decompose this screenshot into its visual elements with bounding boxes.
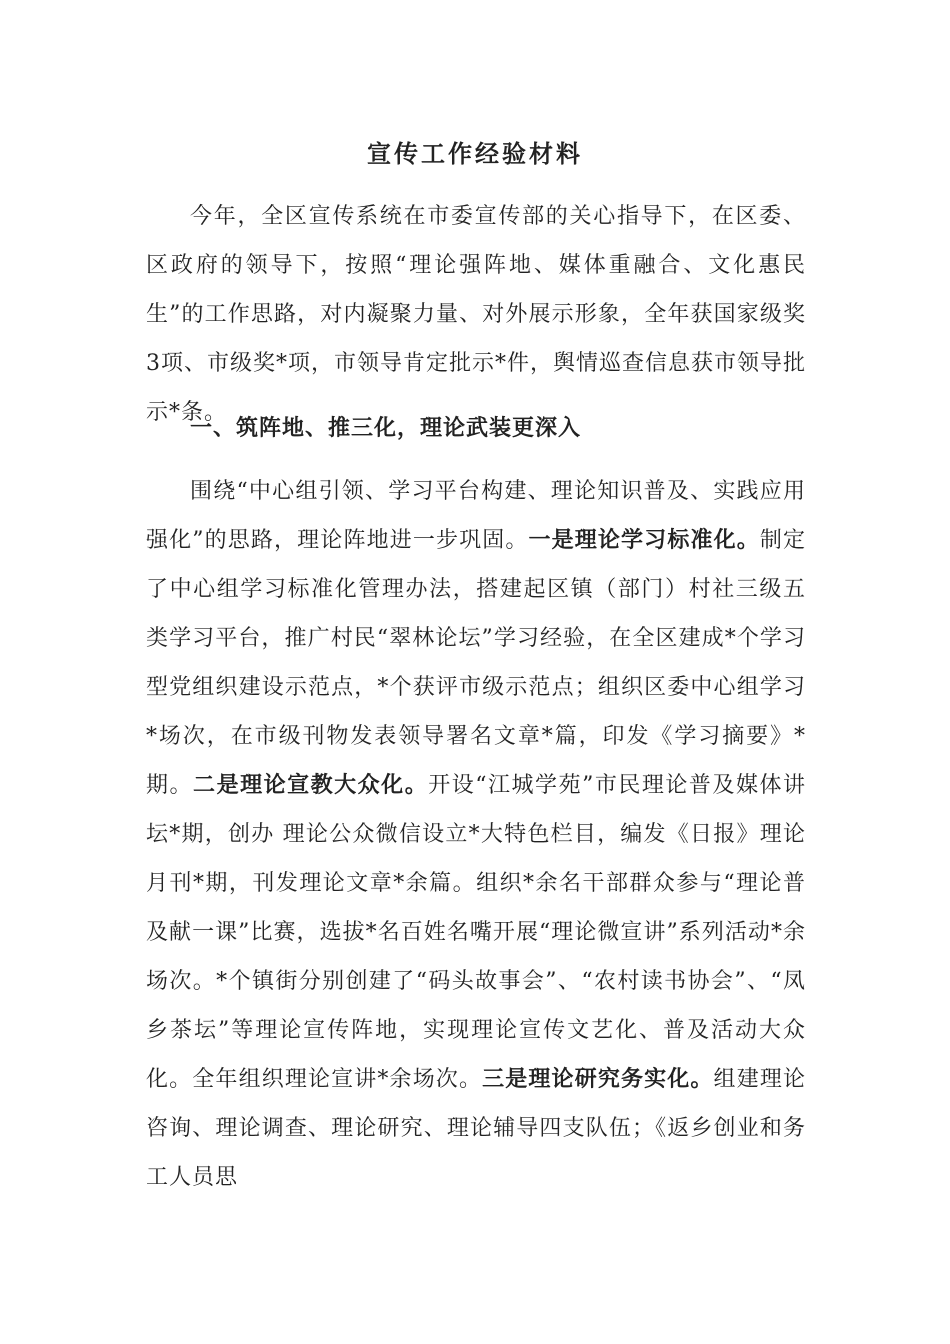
section-body-paragraph bbox=[146, 467, 806, 1202]
section-lead: 围绕“中心组引领、学习平台构建、理论知识普及、实践应用强化”的思路，理论阵地进一步巩固。 bbox=[146, 479, 806, 553]
point1-text: 制定了中心组学习标准化管理办法，搭建起区镇（部门）村社三级五类学习平台，推广村民“翠林论坛”学习经验，在全区建成*个学习型党组织建设示范点，*个获评市级示范点；组织区委中心组学习*场次，在市级刊物发表领导署名文章*篇，印发《学习摘要》*期。 bbox=[146, 528, 806, 798]
point2-title: 二是理论宣教大众化。 bbox=[193, 772, 429, 798]
point1-title: 一是理论学习标准化。 bbox=[528, 527, 760, 553]
document-title: 宣传工作经验材料 bbox=[367, 139, 583, 168]
point3-text: 组建理论咨询、理论调查、理论研究、理论辅导四支队伍；《返乡创业和务工人员思 bbox=[146, 1067, 806, 1190]
section-heading: 一、筑阵地、推三化，理论武装更深入 bbox=[190, 415, 582, 441]
point3-title: 三是理论研究务实化。 bbox=[482, 1066, 714, 1092]
intro-paragraph: 今年，全区宣传系统在市委宣传部的关心指导下，在区委、区政府的领导下，按照“理论强阵地、媒体重融合、文化惠民生”的工作思路，对内凝聚力量、对外展示形象，全年获国家级奖3项、市级奖*项，市领导肯定批示*件，舆情巡查信息获市领导批示*条。 bbox=[146, 204, 806, 425]
point2-text: 开设“江城学苑”市民理论普及媒体讲坛*期，创办 理论公众微信设立*大特色栏目，编发《日报》理论月刊*期，刊发理论文章*余篇。组织*余名干部群众参与“理论普及献一课”比赛，选拔*名百姓名嘴开展“理论微宣讲”系列活动*余场次。*个镇街分别创建了“码头故事会”、“农村读书协会”、“凤乡茶坛”等理论宣传阵地，实现理论宣传文艺化、普及活动大众化。全年组织理论宣讲*余场次。 bbox=[146, 773, 806, 1092]
